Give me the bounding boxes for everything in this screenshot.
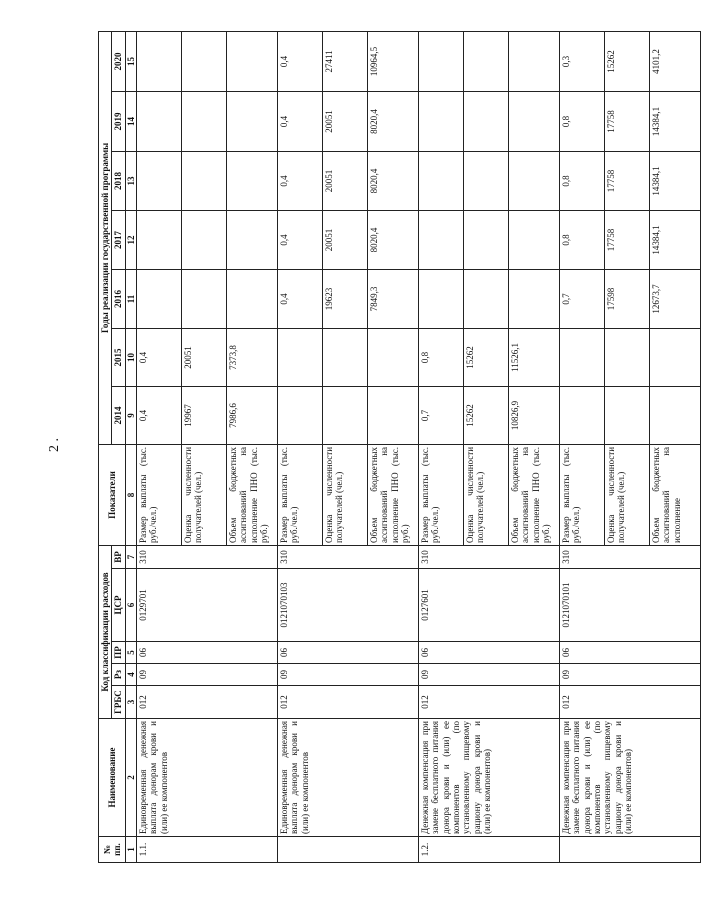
year-value: 20051 xyxy=(182,328,227,386)
year-value: 17758 xyxy=(605,151,650,210)
column-number: 12 xyxy=(125,210,136,269)
item-number xyxy=(560,837,701,863)
year-value xyxy=(464,31,509,91)
year-value xyxy=(227,91,278,151)
year-value xyxy=(650,386,701,444)
header-no: № пп. xyxy=(99,837,126,863)
item-name: Единовременная денежная выплата донорам крови и (или) ее компонентов xyxy=(278,719,419,837)
table-row xyxy=(560,31,605,862)
column-number: 1 xyxy=(125,837,136,863)
year-value: 20051 xyxy=(323,210,368,269)
year-value: 19623 xyxy=(323,269,368,328)
header-indicator: Показатели xyxy=(99,444,126,545)
year-value: 0,4 xyxy=(278,210,323,269)
year-value: 0,7 xyxy=(419,386,464,444)
header-vr: ВР xyxy=(112,545,125,568)
header-year: 2016 xyxy=(112,269,125,328)
table-body xyxy=(137,31,701,862)
year-value: 10826,9 xyxy=(509,386,560,444)
column-number: 11 xyxy=(125,269,136,328)
year-value xyxy=(182,151,227,210)
year-value xyxy=(464,151,509,210)
year-value: 0,8 xyxy=(560,91,605,151)
code-pr: 06 xyxy=(137,642,278,664)
year-value: 14384,1 xyxy=(650,210,701,269)
year-value xyxy=(509,151,560,210)
year-value xyxy=(419,151,464,210)
year-value xyxy=(137,269,182,328)
year-value xyxy=(509,269,560,328)
year-value: 0,4 xyxy=(278,151,323,210)
rotated-page xyxy=(98,32,682,863)
code-vr: 310 xyxy=(137,545,278,568)
year-value xyxy=(509,91,560,151)
year-value xyxy=(182,91,227,151)
page-number: 2 . xyxy=(47,438,62,452)
year-value: 12673,7 xyxy=(650,269,701,328)
code-csr: 0121070103 xyxy=(278,569,419,642)
indicator-label: Оценка численности получателей (чел.) xyxy=(182,444,227,545)
year-value xyxy=(560,328,605,386)
year-value: 0,8 xyxy=(419,328,464,386)
year-value: 7849,3 xyxy=(368,269,419,328)
year-value: 15262 xyxy=(464,328,509,386)
year-value: 14384,1 xyxy=(650,91,701,151)
column-number: 10 xyxy=(125,328,136,386)
year-value: 0,4 xyxy=(278,269,323,328)
year-value: 0,7 xyxy=(560,269,605,328)
column-number: 9 xyxy=(125,386,136,444)
column-number: 14 xyxy=(125,91,136,151)
code-rz: 09 xyxy=(560,664,701,686)
year-value xyxy=(278,386,323,444)
header-year: 2017 xyxy=(112,210,125,269)
code-grbs: 012 xyxy=(137,686,278,719)
header-rz: Рз xyxy=(112,664,125,686)
year-value: 17758 xyxy=(605,210,650,269)
year-value: 0,4 xyxy=(137,386,182,444)
indicator-label: Размер выплаты (тыс. руб./чел.) xyxy=(419,444,464,545)
column-number: 8 xyxy=(125,444,136,545)
header-year: 2019 xyxy=(112,91,125,151)
year-value xyxy=(368,328,419,386)
header-csr: ЦСР xyxy=(112,569,125,642)
year-value xyxy=(278,328,323,386)
table-row xyxy=(137,31,182,862)
code-csr: 0127601 xyxy=(419,569,560,642)
header-year: 2014 xyxy=(112,386,125,444)
code-rz: 09 xyxy=(419,664,560,686)
year-value: 17598 xyxy=(605,269,650,328)
column-number: 4 xyxy=(125,664,136,686)
code-pr: 06 xyxy=(278,642,419,664)
header-year: 2020 xyxy=(112,31,125,91)
year-value xyxy=(182,210,227,269)
year-value xyxy=(368,386,419,444)
header-pr: ПР xyxy=(112,642,125,664)
code-vr: 310 xyxy=(278,545,419,568)
header-year: 2018 xyxy=(112,151,125,210)
year-value xyxy=(419,269,464,328)
code-vr: 310 xyxy=(419,545,560,568)
code-grbs: 012 xyxy=(419,686,560,719)
budget-table xyxy=(98,31,701,863)
year-value: 27411 xyxy=(323,31,368,91)
year-value xyxy=(605,328,650,386)
year-value: 10964,5 xyxy=(368,31,419,91)
header-years-group: Годы реализации государственной программы xyxy=(99,31,112,444)
item-name: Единовременная денежная выплата донорам крови и (или) ее компонентов xyxy=(137,719,278,837)
year-value xyxy=(419,210,464,269)
column-number: 15 xyxy=(125,31,136,91)
indicator-label: Оценка численности получателей (чел.) xyxy=(323,444,368,545)
year-value xyxy=(227,210,278,269)
year-value: 7373,8 xyxy=(227,328,278,386)
year-value: 8020,4 xyxy=(368,91,419,151)
item-number: 1.2. xyxy=(419,837,560,863)
year-value xyxy=(464,91,509,151)
column-number: 5 xyxy=(125,642,136,664)
year-value xyxy=(182,31,227,91)
indicator-label: Размер выплаты (тыс. руб./чел.) xyxy=(560,444,605,545)
header-name: Наименование xyxy=(99,719,126,837)
year-value: 19967 xyxy=(182,386,227,444)
year-value xyxy=(419,31,464,91)
table-row xyxy=(278,31,323,862)
indicator-label: Объем бюджетных ассигнований на исполнение ПНО (тыс. руб.) xyxy=(368,444,419,545)
year-value xyxy=(227,269,278,328)
item-number xyxy=(278,837,419,863)
year-value xyxy=(137,91,182,151)
code-csr: 0121070101 xyxy=(560,569,701,642)
header-year: 2015 xyxy=(112,328,125,386)
column-number-row xyxy=(125,31,136,862)
year-value: 8020,4 xyxy=(368,210,419,269)
year-value xyxy=(509,210,560,269)
year-value xyxy=(464,269,509,328)
year-value xyxy=(137,151,182,210)
year-value: 8020,4 xyxy=(368,151,419,210)
code-grbs: 012 xyxy=(278,686,419,719)
indicator-label: Объем бюджетных ассигнований на исполнение ПНО (тыс. руб.) xyxy=(509,444,560,545)
code-pr: 06 xyxy=(560,642,701,664)
column-number: 7 xyxy=(125,545,136,568)
year-value xyxy=(182,269,227,328)
code-vr: 310 xyxy=(560,545,701,568)
year-value: 0,4 xyxy=(137,328,182,386)
column-number: 3 xyxy=(125,686,136,719)
column-number: 13 xyxy=(125,151,136,210)
indicator-label: Объем бюджетных ассигнований на исполнение ПНО (тыс. руб.) xyxy=(227,444,278,545)
year-value xyxy=(137,31,182,91)
year-value xyxy=(137,210,182,269)
code-rz: 09 xyxy=(137,664,278,686)
header-code-group: Код классификации расходов xyxy=(99,545,112,718)
year-value: 0,4 xyxy=(278,91,323,151)
indicator-label: Размер выплаты (тыс. руб./чел.) xyxy=(137,444,182,545)
year-value: 4101,2 xyxy=(650,31,701,91)
year-value xyxy=(509,31,560,91)
year-value xyxy=(227,31,278,91)
header-grbs: ГРБС xyxy=(112,686,125,719)
year-value xyxy=(323,386,368,444)
year-value: 17758 xyxy=(605,91,650,151)
year-value xyxy=(605,386,650,444)
year-value: 7986,6 xyxy=(227,386,278,444)
indicator-label: Оценка численности получателей (чел.) xyxy=(605,444,650,545)
indicator-label: Размер выплаты (тыс. руб./чел.) xyxy=(278,444,323,545)
year-value xyxy=(323,328,368,386)
column-number: 6 xyxy=(125,569,136,642)
year-value: 0,3 xyxy=(560,31,605,91)
year-value: 0,8 xyxy=(560,151,605,210)
year-value: 20051 xyxy=(323,151,368,210)
year-value xyxy=(560,386,605,444)
code-grbs: 012 xyxy=(560,686,701,719)
year-value: 0,4 xyxy=(278,31,323,91)
indicator-label: Оценка численности получателей (чел.) xyxy=(464,444,509,545)
item-name: Денежная компенсация при замене бесплатного питания донора крови и (или) ее компонентов (по установленному пищевому рациону донора крови и (или) ее компонентов) xyxy=(560,719,701,837)
year-value xyxy=(419,91,464,151)
code-csr: 0129701 xyxy=(137,569,278,642)
year-value xyxy=(227,151,278,210)
year-value xyxy=(464,210,509,269)
document-sheet xyxy=(98,32,682,863)
item-name: Денежная компенсация при замене бесплатного питания донора крови и (или) ее компонентов (по установленному пищевому рациону донора крови и (или) ее компонентов) xyxy=(419,719,560,837)
year-value: 15262 xyxy=(605,31,650,91)
column-number: 2 xyxy=(125,719,136,837)
table-row xyxy=(419,31,464,862)
year-value: 20051 xyxy=(323,91,368,151)
year-value: 11526,1 xyxy=(509,328,560,386)
code-rz: 09 xyxy=(278,664,419,686)
code-pr: 06 xyxy=(419,642,560,664)
year-value: 0,8 xyxy=(560,210,605,269)
year-value: 14384,1 xyxy=(650,151,701,210)
year-value xyxy=(650,328,701,386)
year-value: 15262 xyxy=(464,386,509,444)
indicator-label: Объем бюджетных ассигнований на исполнение xyxy=(650,444,701,545)
item-number: 1.1. xyxy=(137,837,278,863)
